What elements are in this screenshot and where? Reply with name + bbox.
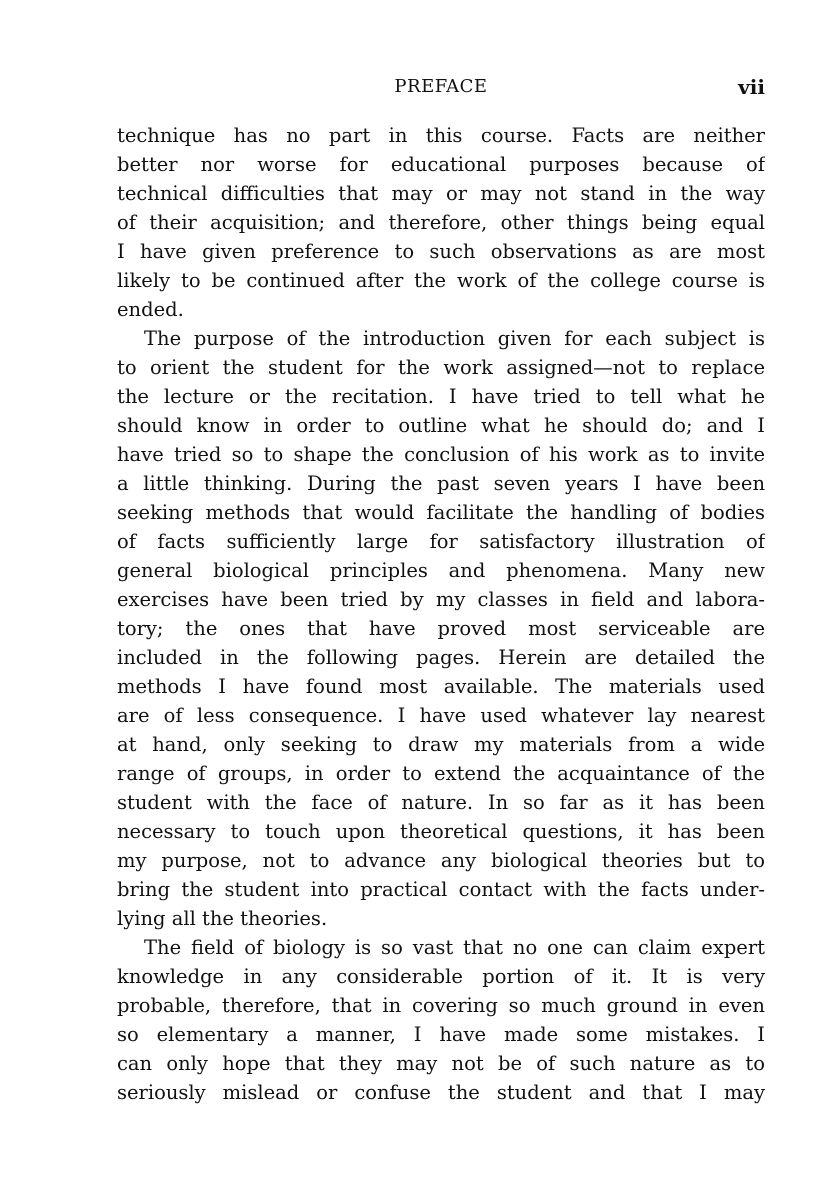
text-line: necessary to touch upon theoretical questions, it has been	[117, 820, 765, 843]
text-line: The purpose of the introduction given for each subject is	[144, 327, 765, 350]
text-line: methods I have found most available. The materials used	[117, 675, 765, 698]
text-line: a little thinking. During the past seven years I have been	[117, 472, 765, 495]
text-line: I have given preference to such observations as are most	[117, 240, 765, 263]
text-line: my purpose, not to advance any biological theories but to	[117, 849, 765, 872]
text-line: technique has no part in this course. Facts are neither	[117, 124, 765, 147]
text-line: lying all the theories.	[117, 907, 328, 930]
text-line: should know in order to outline what he should do; and I	[117, 414, 765, 437]
text-line: to orient the student for the work assigned—not to replace	[117, 356, 765, 379]
text-line: are of less consequence. I have used whatever lay nearest	[117, 704, 765, 727]
text-line: likely to be continued after the work of the college course is	[117, 269, 765, 292]
text-line: of facts sufficiently large for satisfactory illustration of	[117, 530, 765, 553]
text-line: student with the face of nature. In so far as it has been	[117, 791, 765, 814]
text-line: seriously mislead or confuse the student and that I may	[117, 1081, 765, 1104]
text-line: tory; the ones that have proved most serviceable are	[117, 617, 765, 640]
text-line: probable, therefore, that in covering so much ground in even	[117, 994, 765, 1017]
text-line: so elementary a manner, I have made some mistakes. I	[117, 1023, 765, 1046]
text-line: the lecture or the recitation. I have tried to tell what he	[117, 385, 765, 408]
text-line: exercises have been tried by my classes in field and labora-	[117, 588, 765, 611]
text-line: general biological principles and phenomena. Many new	[117, 559, 765, 582]
text-line: range of groups, in order to extend the acquaintance of the	[117, 762, 765, 785]
text-line: technical difficulties that may or may not stand in the way	[117, 182, 765, 205]
text-line: can only hope that they may not be of such nature as to	[117, 1052, 765, 1075]
text-line: knowledge in any considerable portion of it. It is very	[117, 965, 765, 988]
text-line: seeking methods that would facilitate the handling of bodies	[117, 501, 765, 524]
text-line: included in the following pages. Herein are detailed the	[117, 646, 765, 669]
running-head-title: PREFACE	[394, 76, 488, 97]
text-line: have tried so to shape the conclusion of his work as to invite	[117, 443, 765, 466]
page-number: vii	[738, 75, 765, 99]
text-line: of their acquisition; and therefore, other things being equal	[117, 211, 765, 234]
running-head	[117, 72, 765, 102]
text-line: better nor worse for educational purposes because of	[117, 153, 765, 176]
text-line: ended.	[117, 298, 184, 321]
text-line: The field of biology is so vast that no one can claim expert	[144, 936, 765, 959]
text-line: at hand, only seeking to draw my materials from a wide	[117, 733, 765, 756]
body-text	[117, 121, 765, 1107]
text-line: bring the student into practical contact with the facts under-	[117, 878, 765, 901]
